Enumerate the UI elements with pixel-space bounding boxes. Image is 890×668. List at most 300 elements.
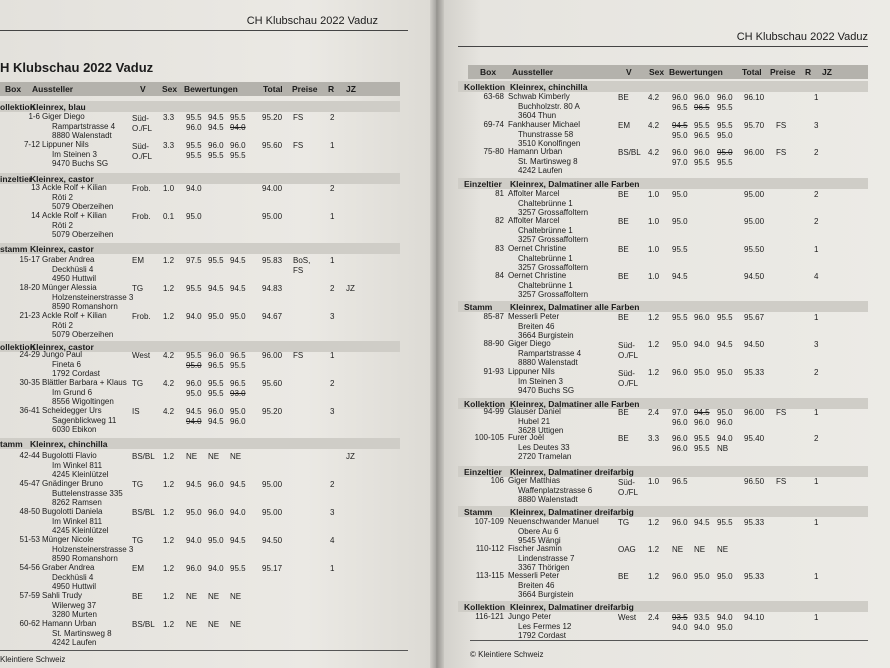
region: BE <box>618 245 629 254</box>
exhibitor-address: 9470 Buchs SG <box>52 159 109 168</box>
total-score: 94.00 <box>262 184 283 193</box>
total-score: 95.00 <box>262 212 283 221</box>
col-r: R <box>328 84 335 94</box>
box-number: 21-23 <box>19 311 40 320</box>
region: EM <box>618 121 630 130</box>
prize: FS <box>776 477 787 486</box>
region: BE <box>618 572 629 581</box>
score: NE <box>230 452 242 461</box>
exhibitor-name: Oernet Christine <box>508 271 567 280</box>
exhibitor-address: Chaltebrünne 1 <box>518 225 573 235</box>
total-score: 95.60 <box>262 379 283 388</box>
col-sex: Sex <box>162 84 178 94</box>
rank: 1 <box>330 212 335 221</box>
category-type: Kollektion <box>464 399 506 409</box>
exhibitor-address: Im Winkel 811 <box>52 460 103 470</box>
rank: 1 <box>814 613 819 622</box>
sex-count: 1.2 <box>163 536 175 545</box>
sex-count: 0.1 <box>163 212 175 221</box>
exhibitor-address: 1792 Cordast <box>518 631 567 640</box>
total-score: 95.33 <box>744 368 765 377</box>
exhibitor-address: 4245 Kleinlützel <box>52 526 109 535</box>
left-page <box>0 0 438 668</box>
category-breed: Kleinrex, Dalmatiner dreifarbig <box>510 507 634 517</box>
box-number: 113-115 <box>475 571 504 580</box>
sex-count: 1.2 <box>163 452 175 461</box>
prize: FS <box>293 141 304 150</box>
score: 96.0 <box>694 148 710 157</box>
score: 95.0 <box>694 572 710 581</box>
sex-count: 1.0 <box>648 217 660 226</box>
box-number: 18-20 <box>19 283 40 292</box>
score: 96.0 <box>672 434 688 443</box>
category-breed: Kleinrex, Dalmatiner alle Farben <box>510 399 640 409</box>
exhibitor-address: 3664 Burgistein <box>518 331 574 340</box>
score: 95.0 <box>208 536 224 545</box>
rank: 2 <box>814 190 819 199</box>
score: 95.0 <box>672 217 688 226</box>
page-title: H Klubschau 2022 Vaduz <box>0 60 154 75</box>
box-number: 116-121 <box>475 612 504 621</box>
prize: FS <box>776 408 787 417</box>
score: 96.0 <box>672 93 688 102</box>
box-number: 84 <box>495 271 504 280</box>
sex-count: 4.2 <box>648 148 660 157</box>
exhibitor-address: 5079 Oberzeihen <box>52 330 114 339</box>
box-number: 81 <box>495 189 504 198</box>
category-type: stamm <box>0 244 28 254</box>
score: NE <box>186 592 198 601</box>
category-header <box>0 101 400 112</box>
box-number: 69-74 <box>483 120 504 129</box>
score: 94.0 <box>186 312 202 321</box>
entry-row <box>436 92 876 120</box>
entry-row <box>0 211 438 239</box>
exhibitor-name: Graber Andrea <box>42 563 95 572</box>
entry-row <box>0 406 438 434</box>
exhibitor-name: Münger Nicole <box>42 535 94 544</box>
score: 94.5 <box>208 284 224 293</box>
exhibitor-address: 4245 Kleinlützel <box>52 470 109 479</box>
score: 95.0 <box>717 408 733 417</box>
exhibitor-address: Deckhüsli 4 <box>52 264 94 274</box>
sex-count: 4.2 <box>163 379 175 388</box>
region: West <box>132 351 151 360</box>
score: NE <box>717 545 729 554</box>
region: OAG <box>618 545 636 554</box>
region: BE <box>618 434 629 443</box>
sex-count: 4.2 <box>163 407 175 416</box>
col-v: V <box>140 84 146 94</box>
box-number: 63-68 <box>483 92 504 101</box>
box-number: 24-29 <box>19 350 40 359</box>
exhibitor-address: Fineta 6 <box>52 359 81 369</box>
sex-count: 1.2 <box>648 518 660 527</box>
sex-count: 3.3 <box>163 141 175 150</box>
rank: 2 <box>330 113 335 122</box>
footer-left: Kleintiere Schweiz <box>0 655 66 664</box>
region: TG <box>132 379 144 388</box>
entry-row <box>436 189 876 217</box>
col-bewertungen: Bewertungen <box>669 67 723 77</box>
category-header <box>0 438 400 449</box>
category-type: Stamm <box>464 507 493 517</box>
score: 96.0 <box>672 572 688 581</box>
exhibitor-address: 8880 Walenstadt <box>52 131 112 140</box>
score: 95.5 <box>230 564 246 573</box>
category-header <box>458 506 868 517</box>
sex-count: 1.2 <box>163 508 175 517</box>
score: 95.0 <box>230 312 246 321</box>
exhibitor-address: 8880 Walenstadt <box>518 358 578 367</box>
exhibitor-address: 3367 Thörigen <box>518 563 570 572</box>
score: 95.5 <box>186 284 202 293</box>
exhibitor-name: Münger Alessia <box>42 283 97 292</box>
region: BE <box>618 313 629 322</box>
score: 95.0 <box>672 130 688 140</box>
score: 95.5 <box>208 388 224 398</box>
rank: 1 <box>814 572 819 581</box>
region: BS/BL <box>132 620 155 629</box>
entry-row <box>0 591 438 619</box>
exhibitor-name: Furer Joël <box>508 433 545 442</box>
score: 95.5 <box>694 121 710 130</box>
col-jz: JZ <box>822 67 832 77</box>
sex-count: 1.2 <box>163 480 175 489</box>
region: BE <box>618 217 629 226</box>
exhibitor-address: 8556 Wigoltingen <box>52 397 114 406</box>
score: 96.0 <box>717 417 733 427</box>
region: BE <box>618 272 629 281</box>
col-sex: Sex <box>649 67 665 77</box>
exhibitor-address: Holzensteinerstrasse 3 <box>52 544 134 554</box>
prize: FS <box>776 148 787 157</box>
score: 94.0 <box>717 613 733 622</box>
score: 95.5 <box>694 157 710 167</box>
score: 94.0 <box>230 122 246 132</box>
entry-row <box>436 339 876 367</box>
exhibitor-address: 4242 Laufen <box>52 638 97 647</box>
youth-breeder-flag: JZ <box>346 284 355 293</box>
exhibitor-name: Lippuner Nils <box>42 140 89 149</box>
exhibitor-address: 4242 Laufen <box>518 166 563 175</box>
category-type: ollektion <box>0 342 35 352</box>
rank: 1 <box>814 477 819 486</box>
region: BS/BL <box>618 148 641 157</box>
right-page <box>436 0 890 668</box>
region: O./FL <box>618 350 639 360</box>
entry-row <box>436 571 876 599</box>
exhibitor-address: 9545 Wängi <box>518 536 561 545</box>
sex-count: 1.0 <box>163 184 175 193</box>
exhibitor-address: 3604 Thun <box>518 111 557 120</box>
exhibitor-address: Chaltebrünne 1 <box>518 198 573 208</box>
exhibitor-name: Ackle Rolf + Kilian <box>42 311 107 320</box>
score: 95.5 <box>717 157 733 167</box>
exhibitor-name: Ackle Rolf + Kilian <box>42 183 107 192</box>
score: 95.0 <box>717 622 733 632</box>
entry-row <box>436 517 876 545</box>
box-number: 13 <box>31 183 40 192</box>
score: 97.0 <box>672 408 688 417</box>
sex-count: 4.2 <box>648 93 660 102</box>
score: 96.0 <box>186 122 202 132</box>
score: 96.0 <box>208 508 224 517</box>
score: 93.5 <box>672 613 688 622</box>
total-score: 95.60 <box>262 141 283 150</box>
entry-row <box>436 544 876 572</box>
youth-breeder-flag: JZ <box>346 452 355 461</box>
exhibitor-address: 8590 Romanshorn <box>52 302 118 311</box>
box-number: 45-47 <box>19 479 40 488</box>
region: Frob. <box>132 212 151 221</box>
exhibitor-name: Ackle Rolf + Kilian <box>42 211 107 220</box>
category-header <box>458 601 868 612</box>
total-score: 95.20 <box>262 113 283 122</box>
exhibitor-address: Breiten 46 <box>518 580 555 590</box>
score: 96.0 <box>672 443 688 453</box>
exhibitor-address: Im Steinen 3 <box>518 376 563 386</box>
score: 96.0 <box>694 93 710 102</box>
category-breed: Kleinrex, Dalmatiner alle Farben <box>510 179 640 189</box>
col-jz: JZ <box>346 84 356 94</box>
exhibitor-address: St. Martinsweg 8 <box>52 628 112 638</box>
exhibitor-name: Neuenschwander Manuel <box>508 517 599 526</box>
box-number: 75-80 <box>483 147 504 156</box>
exhibitor-address: Obere Au 6 <box>518 526 559 536</box>
entry-row <box>0 350 438 378</box>
exhibitor-name: Jungo Peter <box>508 612 552 621</box>
box-number: 36-41 <box>19 406 40 415</box>
score: 94.5 <box>230 284 246 293</box>
total-score: 95.40 <box>744 434 765 443</box>
entry-row <box>0 479 438 507</box>
sex-count: 1.2 <box>648 545 660 554</box>
score: 96.5 <box>694 130 710 140</box>
prize: FS <box>776 121 787 130</box>
rank: 1 <box>814 313 819 322</box>
exhibitor-name: Oernet Christine <box>508 244 567 253</box>
category-type: ollektion <box>0 102 35 112</box>
exhibitor-address: Lindenstrasse 7 <box>518 553 575 563</box>
col-total: Total <box>742 67 762 77</box>
score: 96.0 <box>208 141 224 150</box>
exhibitor-address: Im Grund 6 <box>52 387 93 397</box>
region: O./FL <box>132 151 153 161</box>
sex-count: 1.2 <box>163 256 175 265</box>
score: 96.0 <box>230 416 246 426</box>
sex-count: 1.2 <box>163 620 175 629</box>
exhibitor-address: Wilerweg 37 <box>52 600 97 610</box>
total-score: 95.33 <box>744 572 765 581</box>
rank: 3 <box>330 407 335 416</box>
score: 96.0 <box>672 417 688 427</box>
score: 95.5 <box>208 256 224 265</box>
entry-row <box>0 255 438 283</box>
exhibitor-name: Giger Diego <box>42 112 85 121</box>
exhibitor-name: Affolter Marcel <box>508 189 560 198</box>
score: NE <box>230 620 242 629</box>
score: 97.5 <box>186 256 202 265</box>
entry-row <box>436 407 876 435</box>
box-number: 51-53 <box>19 535 40 544</box>
entry-row <box>436 433 876 461</box>
box-number: 91-93 <box>483 367 504 376</box>
score: 95.5 <box>717 121 733 130</box>
score: 94.5 <box>717 340 733 349</box>
sex-count: 1.0 <box>648 272 660 281</box>
box-number: 82 <box>495 216 504 225</box>
region: Süd- <box>618 341 635 350</box>
box-number: 107-109 <box>474 517 504 526</box>
sex-count: 1.2 <box>648 368 660 377</box>
box-number: 88-90 <box>483 339 504 348</box>
total-score: 94.83 <box>262 284 283 293</box>
sex-count: 1.0 <box>648 190 660 199</box>
rank: 3 <box>814 121 819 130</box>
exhibitor-address: Röti 2 <box>52 320 73 330</box>
exhibitor-name: Bugolotti Flavio <box>42 451 97 460</box>
entry-row <box>0 451 438 479</box>
col-preise: Preise <box>770 67 796 77</box>
score: 95.0 <box>672 190 688 199</box>
rank: 2 <box>330 480 335 489</box>
score: 95.5 <box>672 313 688 322</box>
score: 95.5 <box>230 150 246 160</box>
exhibitor-address: 6030 Ebikon <box>52 425 97 434</box>
score: 94.5 <box>186 480 202 489</box>
total-score: 95.70 <box>744 121 765 130</box>
score: NE <box>230 592 242 601</box>
footer-rule <box>0 650 408 651</box>
category-breed: Kleinrex, chinchilla <box>30 439 108 449</box>
sex-count: 1.0 <box>648 245 660 254</box>
box-number: 15-17 <box>19 255 40 264</box>
exhibitor-name: Affolter Marcel <box>508 216 560 225</box>
total-score: 96.00 <box>262 351 283 360</box>
region: Süd- <box>618 478 635 487</box>
score: NE <box>694 545 706 554</box>
category-breed: Kleinrex, castor <box>30 342 94 352</box>
score: 94.0 <box>230 508 246 517</box>
region: Süd- <box>132 142 149 151</box>
total-score: 95.00 <box>744 217 765 226</box>
score: 95.5 <box>208 379 224 388</box>
total-score: 96.50 <box>744 477 765 486</box>
exhibitor-address: Waffenplatzstrasse 6 <box>518 485 593 495</box>
score: 95.0 <box>717 572 733 581</box>
score: NE <box>186 620 198 629</box>
exhibitor-address: 4950 Huttwil <box>52 582 97 591</box>
score: 94.0 <box>694 622 710 632</box>
sex-count: 1.2 <box>648 572 660 581</box>
box-number: 14 <box>31 211 40 220</box>
score: 95.5 <box>717 518 733 527</box>
score: 94.0 <box>186 184 202 193</box>
exhibitor-address: Röti 2 <box>52 192 73 202</box>
region: TG <box>618 518 630 527</box>
score: 95.5 <box>186 113 202 122</box>
rank: 1 <box>330 256 335 265</box>
score: 95.5 <box>694 434 710 443</box>
exhibitor-address: 5079 Oberzeihen <box>52 202 114 211</box>
score: 95.0 <box>230 407 246 416</box>
exhibitor-name: Scheidegger Urs <box>42 406 102 415</box>
sex-count: 2.4 <box>648 613 660 622</box>
exhibitor-address: 3257 Grossaffoltern <box>518 290 589 299</box>
exhibitor-address: 3257 Grossaffoltern <box>518 263 589 272</box>
score: 95.0 <box>186 212 202 221</box>
exhibitor-address: Buchholzstr. 80 A <box>518 101 580 111</box>
sex-count: 1.2 <box>648 340 660 349</box>
exhibitor-address: St. Martinsweg 8 <box>518 156 578 166</box>
score: 96.0 <box>208 480 224 489</box>
region: EM <box>132 564 144 573</box>
region: BS/BL <box>132 452 155 461</box>
sex-count: 4.2 <box>163 351 175 360</box>
exhibitor-name: Graber Andrea <box>42 255 95 264</box>
exhibitor-name: Sahli Trudy <box>42 591 83 600</box>
exhibitor-name: Fankhauser Michael <box>508 120 581 129</box>
score: 95.5 <box>186 150 202 160</box>
region: O./FL <box>618 487 639 497</box>
entry-row <box>436 367 876 395</box>
exhibitor-name: Schwab Kimberly <box>508 92 570 101</box>
score: 96.5 <box>208 360 224 370</box>
exhibitor-address: 9470 Buchs SG <box>518 386 575 395</box>
score: 94.0 <box>717 434 733 443</box>
exhibitor-address: 1792 Cordast <box>52 369 101 378</box>
score: 96.5 <box>694 102 710 112</box>
entry-row <box>0 507 438 535</box>
column-header-left <box>0 82 400 96</box>
exhibitor-address: 3628 Uttigen <box>518 426 564 435</box>
region: O./FL <box>132 123 153 133</box>
box-number: 48-50 <box>19 507 40 516</box>
prize: FS <box>293 265 304 275</box>
total-score: 94.50 <box>744 340 765 349</box>
region: BE <box>132 592 143 601</box>
col-preise: Preise <box>292 84 318 94</box>
exhibitor-address: 3257 Grossaffoltern <box>518 235 589 244</box>
exhibitor-address: Thunstrasse 58 <box>518 129 574 139</box>
box-number: 60-62 <box>19 619 40 628</box>
total-score: 96.10 <box>744 93 765 102</box>
total-score: 94.50 <box>262 536 283 545</box>
exhibitor-address: Breiten 46 <box>518 321 555 331</box>
exhibitor-address: Buttelenstrasse 335 <box>52 488 123 498</box>
score: 95.5 <box>208 150 224 160</box>
score: 96.0 <box>186 379 202 388</box>
rank: 1 <box>330 564 335 573</box>
box-number: 7-12 <box>23 140 40 149</box>
running-header-left: CH Klubschau 2022 Vaduz <box>246 15 378 27</box>
entry-row <box>0 183 438 211</box>
rank: 3 <box>330 508 335 517</box>
col-v: V <box>626 67 632 77</box>
entry-row <box>0 140 438 168</box>
score: 96.0 <box>694 417 710 427</box>
score: 93.0 <box>230 388 246 398</box>
book-spine <box>430 0 444 668</box>
score: 96.0 <box>186 564 202 573</box>
score: 96.0 <box>208 407 224 416</box>
col-box: Box <box>480 67 497 77</box>
category-header <box>458 81 868 92</box>
exhibitor-name: Giger Diego <box>508 339 551 348</box>
score: 95.0 <box>186 508 202 517</box>
exhibitor-name: Lippuner Nils <box>508 367 555 376</box>
